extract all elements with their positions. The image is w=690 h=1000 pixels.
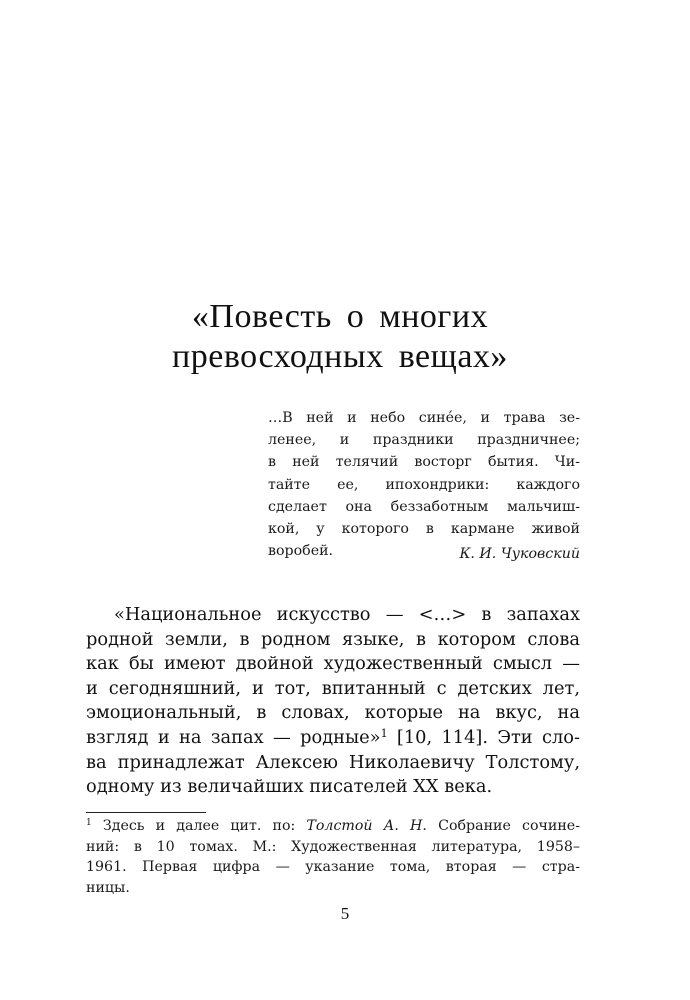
body-line: как бы имеют двойной художественный смысл — (86, 653, 580, 675)
body-line: ва принадлежат Алексею Николаевичу Толстому, (86, 751, 580, 773)
chapter-title (90, 297, 590, 377)
body-paragraph (86, 603, 580, 800)
epigraph-author: К. И. Чуковский (459, 546, 580, 562)
footnote-line: ний: в 10 томах. М.: Художественная литература, 1958– (86, 838, 580, 855)
body-line: одному из величайших писателей XX века. (86, 776, 493, 798)
body-line: эмоциональный, в словах, которые на вкус, на (86, 702, 580, 724)
footnote-line (86, 816, 580, 837)
epigraph (268, 407, 580, 562)
body-line-text: взгляд и на запах — родные» (86, 726, 381, 748)
epigraph-line: …В ней и небо синéе, и трава зе- (268, 410, 580, 426)
epigraph-line: ленее, и праздники праздничнее; (268, 432, 580, 449)
footnote-line: 1961. Первая цифра — указание тома, вторая — стра- (86, 859, 580, 876)
epigraph-line: тайте ее, ипохондрики: каждого (268, 476, 580, 493)
footnote-separator (86, 812, 206, 813)
epigraph-line: воробей. (268, 543, 334, 560)
footnote-text: Здесь и далее цит. по: (91, 818, 307, 834)
footnote-reference: 1 (380, 726, 388, 740)
epigraph-line: кой, у которого в кармане живой (268, 521, 580, 538)
body-line-with-footnote (86, 726, 580, 751)
footnote-line: ницы. (86, 879, 130, 896)
footnote-author: Толстой А. Н. (306, 818, 427, 834)
body-line: «Национальное искусство — <…> в запахах (114, 604, 580, 625)
chapter-title-line: превосходных вещах» (172, 338, 508, 375)
body-line-text: [10, 114]. Эти сло- (387, 726, 580, 748)
epigraph-line: в ней телячий восторг бытия. Чи- (268, 454, 580, 471)
page-number: 5 (340, 904, 350, 923)
footnote (86, 816, 580, 898)
epigraph-line: сделает она беззаботным мальчиш- (268, 498, 580, 515)
chapter-title-line: «Повесть о многих (191, 298, 489, 335)
footnote-text: Собрание сочине- (426, 818, 580, 834)
body-line: родной земли, в родном языке, в котором слова (86, 628, 580, 650)
body-line: и сегодняшний, и тот, впитанный с детских лет, (86, 677, 580, 699)
footnote-mark: 1 (86, 818, 92, 828)
